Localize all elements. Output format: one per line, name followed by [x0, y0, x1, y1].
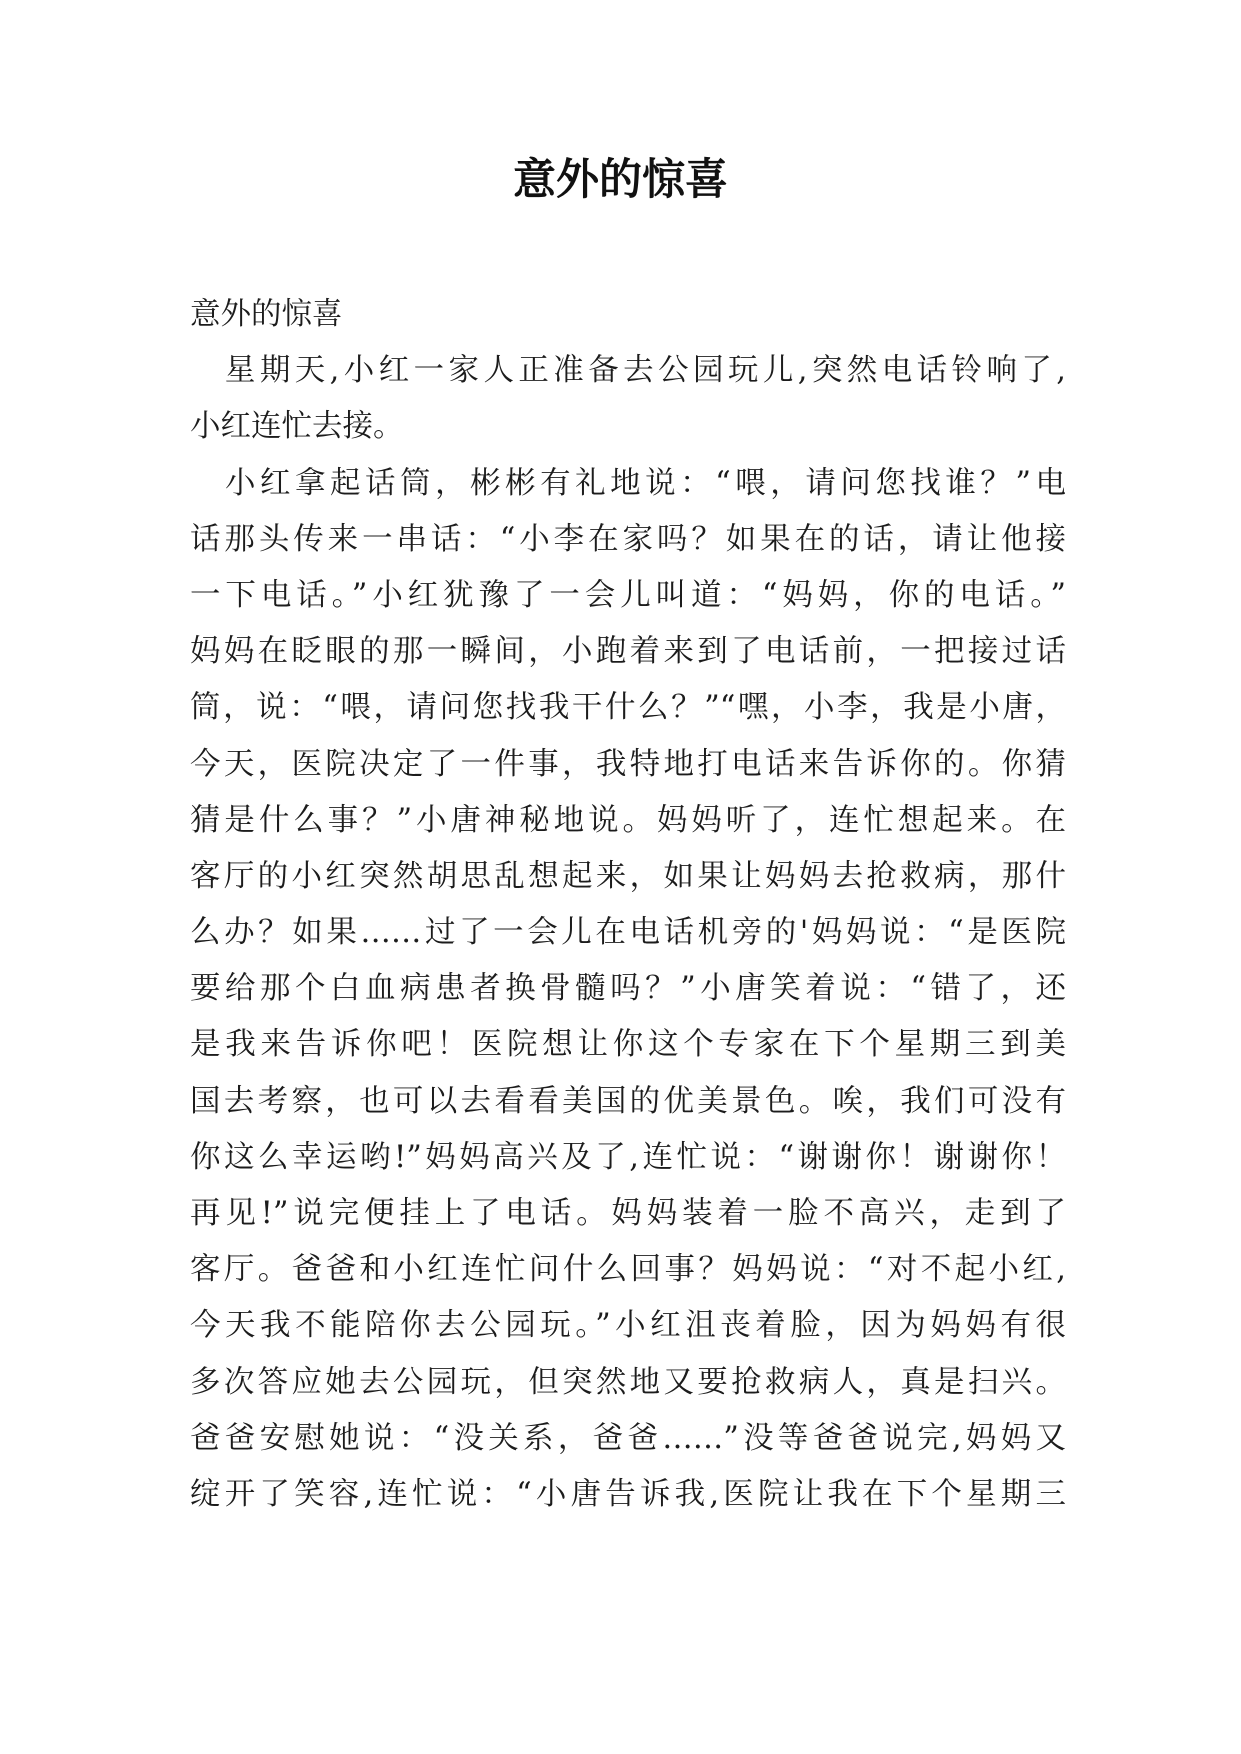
text-line: 么办？如果……过了一会儿在电话机旁的'妈妈说：“是医院	[190, 915, 1066, 951]
text-line: 再见!”说完便挂上了电话。妈妈装着一脸不高兴，走到了	[190, 1196, 1066, 1231]
text-line: 今天我不能陪你去公园玩。”小红沮丧着脸，因为妈妈有很	[190, 1308, 1066, 1344]
text-line: 妈妈在眨眼的那一瞬间，小跑着来到了电话前，一把接过话	[190, 634, 1066, 670]
text-line: 是我来告诉你吧！医院想让你这个专家在下个星期三到美	[190, 1027, 1066, 1063]
document-title: 意外的惊喜	[513, 155, 728, 205]
text-line: 要给那个白血病患者换骨髓吗？”小唐笑着说：“错了，还	[190, 971, 1066, 1007]
text-line: 今天，医院决定了一件事，我特地打电话来告诉你的。你猜	[190, 746, 1066, 782]
text-line: 客厅。爸爸和小红连忙问什么回事？妈妈说：“对不起小红,	[190, 1252, 1066, 1288]
text-line: 客厅的小红突然胡思乱想起来，如果让妈妈去抢救病，那什	[190, 858, 1066, 894]
text-line: 国去考察，也可以去看看美国的优美景色。唉，我们可没有	[190, 1083, 1066, 1119]
text-line: 小红连忙去接。	[190, 409, 404, 445]
subtitle-line: 意外的惊喜	[190, 297, 343, 332]
text-line: 小红拿起话筒，彬彬有礼地说：“喂，请问您找谁？”电	[190, 465, 1066, 501]
text-line: 星期天,小红一家人正准备去公园玩儿,突然电话铃响了,	[190, 353, 1066, 389]
text-line: 筒，说：“喂，请问您找我干什么？”“嘿，小李，我是小唐，	[190, 690, 1066, 726]
text-line: 一下电话。”小红犹豫了一会儿叫道：“妈妈，你的电话。”	[190, 577, 1066, 613]
text-line: 话那头传来一串话：“小李在家吗？如果在的话，请让他接	[190, 521, 1066, 557]
text-line: 猜是什么事？”小唐神秘地说。妈妈听了，连忙想起来。在	[190, 802, 1066, 838]
text-line: 爸爸安慰她说：“没关系，爸爸……”没等爸爸说完,妈妈又	[190, 1420, 1066, 1456]
text-line: 你这么幸运哟!”妈妈高兴及了,连忙说：“谢谢你！谢谢你！	[190, 1139, 1066, 1175]
text-line: 多次答应她去公园玩，但突然地又要抢救病人，真是扫兴。	[190, 1364, 1066, 1400]
document-body	[190, 287, 1066, 1523]
text-line: 绽开了笑容,连忙说：“小唐告诉我,医院让我在下个星期三	[190, 1476, 1066, 1512]
